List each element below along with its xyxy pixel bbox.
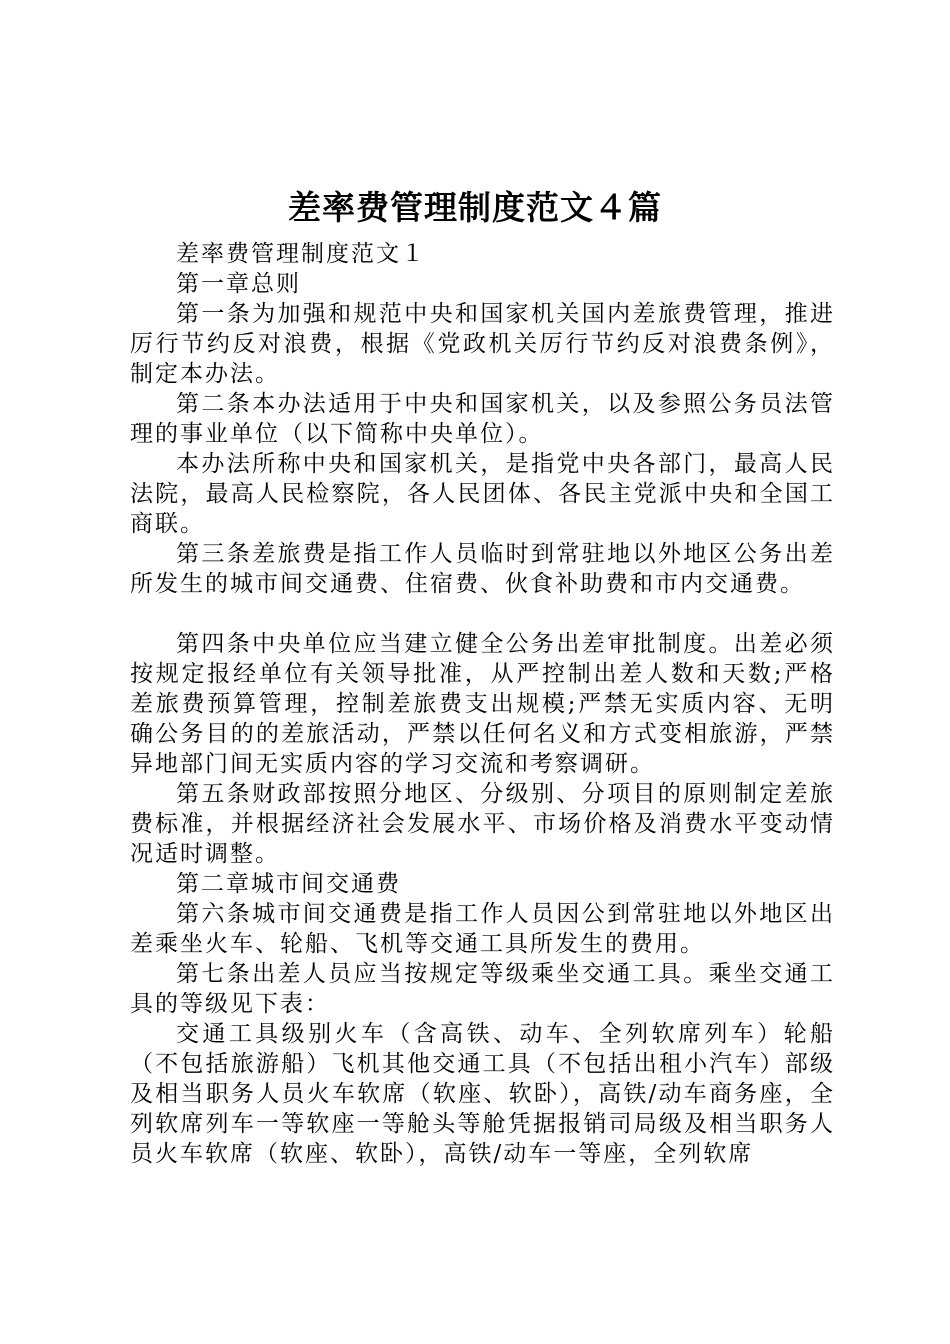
paragraph-chapter-2: 第二章城市间交通费 bbox=[176, 871, 401, 897]
paragraph-chapter-1: 第一章总则 bbox=[176, 271, 301, 297]
paragraph-article-4: 第四条中央单位应当建立健全公务出差审批制度。出差必须按规定报经单位有关领导批准，从严控制出差人数和天数;严格差旅费预算管理，控制差旅费支出规模;严禁无实质内容、无明确公务目的的差旅活动，严禁以任何名义和方式变相旅游，严禁异地部门间无实质内容的学习交流和考察调研。 bbox=[130, 631, 835, 777]
paragraph-transport-table-text: 交通工具级别火车（含高铁、动车、全列软席列车）轮船（不包括旅游船）飞机其他交通工具（不包括出租小汽车）部级及相当职务人员火车软席（软座、软卧），高铁/动车商务座，全列软席列车一等软座一等舱头等舱凭据报销司局级及相当职务人员火车软席（软座、软卧），高铁/动车一等座，全列软席 bbox=[130, 1021, 835, 1167]
document-title: 差率费管理制度范文４篇 bbox=[288, 188, 662, 227]
paragraph-article-3: 第三条差旅费是指工作人员临时到常驻地以外地区公务出差所发生的城市间交通费、住宿费、伙食补助费和市内交通费。 bbox=[130, 541, 835, 597]
paragraph-section-heading: 差率费管理制度范文１ bbox=[176, 241, 426, 267]
paragraph-article-6: 第六条城市间交通费是指工作人员因公到常驻地以外地区出差乘坐火车、轮船、飞机等交通工具所发生的费用。 bbox=[130, 901, 835, 957]
paragraph-article-5: 第五条财政部按照分地区、分级别、分项目的原则制定差旅费标准，并根据经济社会发展水平、市场价格及消费水平变动情况适时调整。 bbox=[130, 781, 835, 867]
paragraph-article-2-definition: 本办法所称中央和国家机关，是指党中央各部门，最高人民法院，最高人民检察院，各人民团体、各民主党派中央和全国工商联。 bbox=[130, 451, 835, 537]
paragraph-article-1: 第一条为加强和规范中央和国家机关国内差旅费管理，推进厉行节约反对浪费，根据《党政机关厉行节约反对浪费条例》，制定本办法。 bbox=[130, 301, 835, 387]
paragraph-article-7: 第七条出差人员应当按规定等级乘坐交通工具。乘坐交通工具的等级见下表： bbox=[130, 961, 835, 1017]
paragraph-article-2: 第二条本办法适用于中央和国家机关，以及参照公务员法管理的事业单位（以下简称中央单位）。 bbox=[130, 391, 835, 447]
document-body bbox=[130, 239, 835, 1169]
